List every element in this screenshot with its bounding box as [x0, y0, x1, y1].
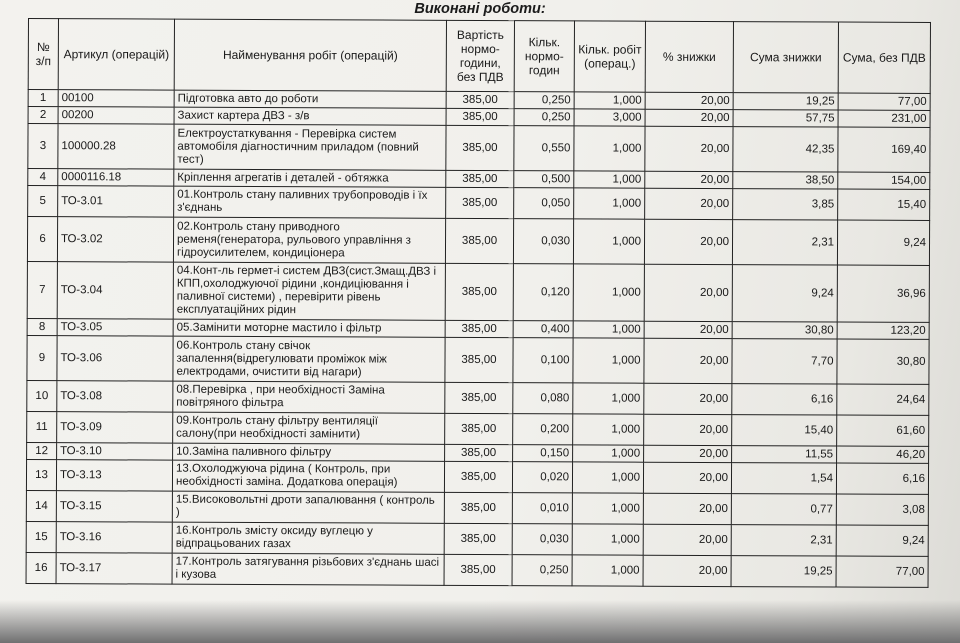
row-sum: 3,08 — [836, 494, 928, 525]
row-sum: 77,00 — [838, 93, 930, 110]
row-discount-sum: 57,75 — [733, 110, 838, 127]
row-qty: 3,000 — [574, 109, 645, 126]
row-hours: 0,250 — [512, 555, 572, 586]
row-qty: 1,000 — [574, 188, 645, 219]
row-sum: 77,00 — [836, 556, 928, 587]
row-hours: 0,400 — [513, 321, 573, 338]
header-discount-pct: % знижки — [645, 21, 733, 92]
row-discount-sum: 6,16 — [732, 384, 837, 415]
row-hours: 0,250 — [514, 109, 574, 126]
row-name: Кріплення агрегатів і деталей - обтяжка — [174, 169, 446, 187]
row-sum: 123,20 — [837, 322, 929, 339]
row-sum: 24,64 — [837, 384, 929, 415]
row-num: 6 — [27, 217, 57, 262]
row-name: Електроустаткування - Перевірка систем автомобіля діагностичним приладом (повний тест) — [174, 124, 446, 170]
table-row — [27, 261, 929, 322]
row-num: 15 — [26, 521, 56, 552]
row-code: 100000.28 — [58, 124, 174, 170]
row-sum: 154,00 — [838, 172, 930, 189]
row-name: Підготовка авто до роботи — [174, 90, 446, 108]
row-qty: 1,000 — [573, 383, 644, 414]
header-price: Вартість нормо-години, без ПДВ — [446, 20, 514, 91]
row-name: 17.Контроль затягування різьбових з'єднань шасі і кузова — [172, 553, 444, 585]
row-num: 16 — [26, 552, 56, 583]
row-discount-pct: 20,00 — [645, 171, 733, 188]
row-discount-sum: 30,80 — [732, 322, 837, 339]
row-discount-pct: 20,00 — [645, 126, 733, 171]
row-price: 385,00 — [445, 444, 513, 461]
row-name: Захист картера ДВЗ - з/в — [174, 107, 446, 125]
row-name: 08.Перевірка , при необхідності Заміна повітряного фільтра — [173, 381, 445, 413]
row-hours: 0,150 — [513, 445, 573, 462]
row-num: 12 — [27, 442, 57, 459]
row-name: 13.Охолоджуюча рідина ( Контроль, при необхідності заміна. Додаткова операція) — [172, 460, 444, 492]
page-shadow — [0, 600, 960, 643]
row-num: 8 — [27, 318, 57, 335]
row-qty: 1,000 — [573, 321, 644, 338]
row-discount-pct: 20,00 — [644, 414, 732, 445]
row-discount-pct: 20,00 — [644, 321, 732, 338]
table-row — [26, 552, 928, 587]
row-sum: 46,20 — [837, 446, 929, 463]
row-sum: 6,16 — [836, 463, 928, 494]
row-price: 385,00 — [446, 187, 514, 218]
row-discount-pct: 20,00 — [644, 219, 732, 264]
row-code: ТО-3.01 — [58, 186, 174, 218]
row-name: 15.Високовольтні дроти запалювання ( контроль ) — [172, 491, 444, 523]
row-code: ТО-3.04 — [57, 262, 173, 320]
row-price: 385,00 — [445, 382, 513, 413]
header-code: Артикул (операцій) — [58, 19, 174, 91]
table-row — [27, 217, 929, 266]
row-num: 10 — [27, 380, 57, 411]
row-discount-sum: 19,25 — [733, 93, 838, 110]
row-hours: 0,030 — [512, 524, 572, 555]
row-qty: 1,000 — [572, 555, 643, 586]
header-hours: Кільк. нормо-годин — [514, 21, 574, 92]
row-hours: 0,120 — [513, 264, 573, 321]
row-code: 00200 — [58, 107, 174, 125]
row-discount-pct: 20,00 — [643, 555, 731, 586]
row-sum: 30,80 — [837, 339, 929, 384]
row-hours: 0,010 — [512, 493, 572, 524]
row-qty: 1,000 — [572, 524, 643, 555]
row-discount-sum: 19,25 — [731, 556, 836, 587]
row-qty: 1,000 — [574, 171, 645, 188]
row-discount-sum: 38,50 — [733, 172, 838, 189]
row-discount-pct: 20,00 — [643, 493, 731, 524]
row-hours: 0,050 — [514, 188, 574, 219]
row-hours: 0,200 — [513, 414, 573, 445]
row-qty: 1,000 — [573, 219, 644, 264]
row-num: 9 — [27, 335, 57, 380]
row-num: 1 — [28, 90, 58, 107]
row-price: 385,00 — [446, 108, 514, 125]
row-code: ТО-3.13 — [56, 460, 172, 492]
row-discount-sum: 7,70 — [732, 339, 837, 384]
row-name: 09.Контроль стану фільтру вентиляції салону(при необхідності замінити) — [173, 412, 445, 444]
row-name: 05.Замінити моторне мастило і фільтр — [173, 319, 445, 337]
row-price: 385,00 — [445, 337, 513, 382]
row-price: 385,00 — [444, 461, 512, 492]
row-name: 01.Контроль стану паливних трубопроводів і їх з'єднань — [174, 186, 446, 218]
row-num: 5 — [28, 186, 58, 217]
row-qty: 1,000 — [573, 338, 644, 383]
row-price: 385,00 — [444, 554, 512, 585]
header-qty: Кільк. робіт (операц.) — [574, 21, 645, 92]
header-discount-sum: Сума знижки — [733, 22, 838, 93]
row-discount-sum: 9,24 — [732, 265, 837, 322]
row-code: 0000116.18 — [58, 169, 174, 187]
header-sum: Сума, без ПДВ — [838, 22, 930, 93]
row-sum: 15,40 — [838, 189, 930, 220]
row-sum: 9,24 — [836, 525, 928, 556]
row-code: ТО-3.06 — [57, 336, 173, 382]
row-price: 385,00 — [445, 263, 513, 320]
row-price: 385,00 — [445, 320, 513, 337]
row-hours: 0,250 — [514, 92, 574, 109]
table-row — [26, 459, 928, 494]
row-discount-pct: 20,00 — [644, 383, 732, 414]
table-row — [27, 411, 929, 446]
works-table — [26, 18, 931, 588]
row-qty: 1,000 — [573, 445, 644, 462]
row-code: ТО-3.16 — [56, 522, 172, 554]
row-num: 4 — [28, 169, 58, 186]
row-hours: 0,030 — [513, 219, 573, 264]
table-row — [26, 490, 928, 525]
row-discount-sum: 3,85 — [733, 189, 838, 220]
row-hours: 0,100 — [513, 338, 573, 383]
row-num: 11 — [27, 411, 57, 442]
row-qty: 1,000 — [574, 126, 645, 171]
row-sum: 231,00 — [838, 110, 930, 127]
row-discount-sum: 2,31 — [732, 220, 837, 265]
row-code: 00100 — [58, 90, 174, 108]
row-discount-pct: 20,00 — [644, 445, 732, 462]
table-row — [27, 380, 929, 415]
row-discount-sum: 2,31 — [731, 525, 836, 556]
row-num: 13 — [26, 459, 56, 490]
row-hours: 0,080 — [513, 383, 573, 414]
row-num: 3 — [28, 124, 58, 169]
row-name: 04.Конт-ль гермет-і систем ДВЗ(сист.Змащ.ДВЗ і КПП,охолоджуючої рідини ,кондиціювання і паливної системи) , перевірити рівень експлуатаційних рідин — [173, 262, 445, 320]
row-sum: 36,96 — [837, 265, 929, 322]
row-discount-sum: 1,54 — [731, 463, 836, 494]
row-price: 385,00 — [444, 492, 512, 523]
table-row — [26, 521, 928, 556]
row-code: ТО-3.17 — [56, 553, 172, 585]
row-discount-sum: 0,77 — [731, 494, 836, 525]
row-name: 06.Контроль стану свічок запалення(відрегулювати проміжок між електродами, очистити від нагари) — [173, 336, 445, 382]
row-code: ТО-3.15 — [56, 491, 172, 523]
row-sum: 9,24 — [837, 220, 929, 265]
row-discount-pct: 20,00 — [643, 462, 731, 493]
row-discount-pct: 20,00 — [645, 188, 733, 219]
row-hours: 0,500 — [514, 171, 574, 188]
row-discount-pct: 20,00 — [645, 109, 733, 126]
row-num: 2 — [28, 107, 58, 124]
row-discount-pct: 20,00 — [645, 92, 733, 109]
row-qty: 1,000 — [573, 264, 644, 321]
row-discount-pct: 20,00 — [644, 338, 732, 383]
row-price: 385,00 — [444, 523, 512, 554]
row-code: ТО-3.10 — [57, 443, 173, 461]
row-hours: 0,550 — [514, 126, 574, 171]
row-hours: 0,020 — [512, 462, 572, 493]
row-code: ТО-3.08 — [57, 381, 173, 413]
row-qty: 1,000 — [572, 493, 643, 524]
header-name: Найменування робіт (операцій) — [174, 19, 446, 91]
row-discount-sum: 42,35 — [733, 127, 838, 172]
table-row — [28, 186, 930, 221]
row-sum: 61,60 — [837, 415, 929, 446]
row-price: 385,00 — [445, 218, 513, 263]
row-name: 02.Контроль стану приводного ременя(генератора, рульового управління з гідроусилителем, кондиціонера — [173, 217, 445, 263]
table-row — [27, 335, 929, 384]
row-price: 385,00 — [445, 413, 513, 444]
row-sum: 169,40 — [838, 127, 930, 172]
row-qty: 1,000 — [574, 92, 645, 109]
row-discount-pct: 20,00 — [644, 264, 732, 321]
row-name: 16.Контроль змісту оксиду вуглецю у відпрацьованих газах — [172, 522, 444, 554]
header-num: № з/п — [28, 19, 58, 90]
row-num: 7 — [27, 261, 57, 318]
table-header-row — [28, 19, 930, 94]
row-price: 385,00 — [446, 125, 514, 170]
row-qty: 1,000 — [573, 414, 644, 445]
row-discount-pct: 20,00 — [643, 524, 731, 555]
row-num: 14 — [26, 490, 56, 521]
row-discount-sum: 11,55 — [732, 446, 837, 463]
row-price: 385,00 — [446, 91, 514, 108]
row-code: ТО-3.02 — [57, 217, 173, 263]
row-code: ТО-3.05 — [57, 319, 173, 337]
row-code: ТО-3.09 — [57, 412, 173, 444]
document-title: Виконані роботи: — [414, 1, 546, 17]
row-discount-sum: 15,40 — [732, 415, 837, 446]
row-price: 385,00 — [446, 170, 514, 187]
row-qty: 1,000 — [572, 462, 643, 493]
row-name: 10.Заміна паливного фільтру — [173, 443, 445, 461]
table-row — [28, 124, 930, 173]
